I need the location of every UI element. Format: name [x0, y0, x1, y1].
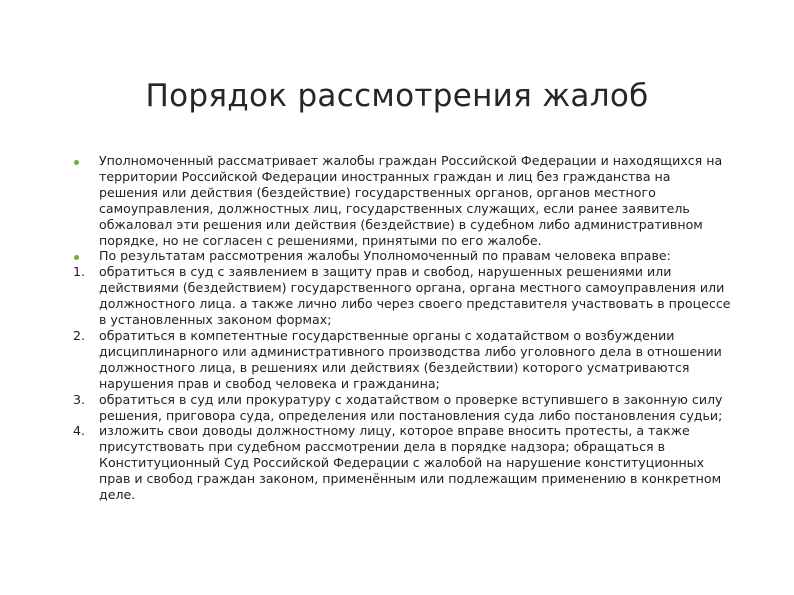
- list-item-text: обратиться в суд с заявлением в защиту прав и свобод, нарушенных решениями или действиями (бездействием) государственного органа, органа местного самоуправления или должностного лица. а также лично либо через своего представителя участвовать в процессе в установленных законом формах;: [99, 264, 731, 328]
- page-title: Порядок рассмотрения жалоб: [145, 78, 649, 114]
- list-item: [72, 392, 732, 424]
- list-item: [72, 264, 732, 328]
- content-list: [72, 153, 732, 503]
- list-item-text: обратиться в суд или прокуратуру с ходатайством о проверке вступившего в законную силу решения, приговора суда, определения или постановления суда либо постановления судьи;: [99, 391, 723, 423]
- bullet-dot-icon: [74, 160, 79, 165]
- list-number: 3.: [73, 391, 86, 407]
- list-item-text: изложить свои доводы должностному лицу, которое вправе вносить протесты, а также присутствовать при судебном рассмотрении дела в порядке надзора; обращаться в Конституционный Суд Российской Федерации с жалобой на нарушение конституционных прав и свобод граждан законом, применённым или подлежащим применению в конкретном деле.: [99, 423, 722, 503]
- list-item-text: По результатам рассмотрения жалобы Уполномоченный по правам человека вправе:: [99, 248, 671, 264]
- list-item: [72, 328, 732, 392]
- bullet-dot-icon: [74, 255, 79, 260]
- list-number: 1.: [73, 264, 86, 280]
- list-item-text: Уполномоченный рассматривает жалобы граждан Российской Федерации и находящихся на территории Российской Федерации иностранных граждан и лиц без гражданства на решения или действия (бездействие) государственных органов, органов местного самоуправления, должностных лиц, государственных служащих, если ранее заявитель обжаловал эти решения или действия (бездействие) в судебном либо административном порядке, но не согласен с решениями, принятыми по его жалобе.: [99, 153, 723, 248]
- list-item-text: обратиться в компетентные государственные органы с ходатайством о возбуждении дисциплинарного или административного производства либо уголовного дела в отношении должностного лица, в решениях или действиях (бездействии) которого усматриваются нарушения прав и свобод человека и гражданина;: [99, 327, 722, 391]
- list-number: 2.: [73, 327, 86, 343]
- bullet-marker: [72, 248, 99, 264]
- list-item: [72, 153, 732, 248]
- bullet-marker: [72, 153, 99, 169]
- list-number: 4.: [73, 423, 86, 439]
- list-item: [72, 423, 732, 503]
- list-item: [72, 248, 732, 264]
